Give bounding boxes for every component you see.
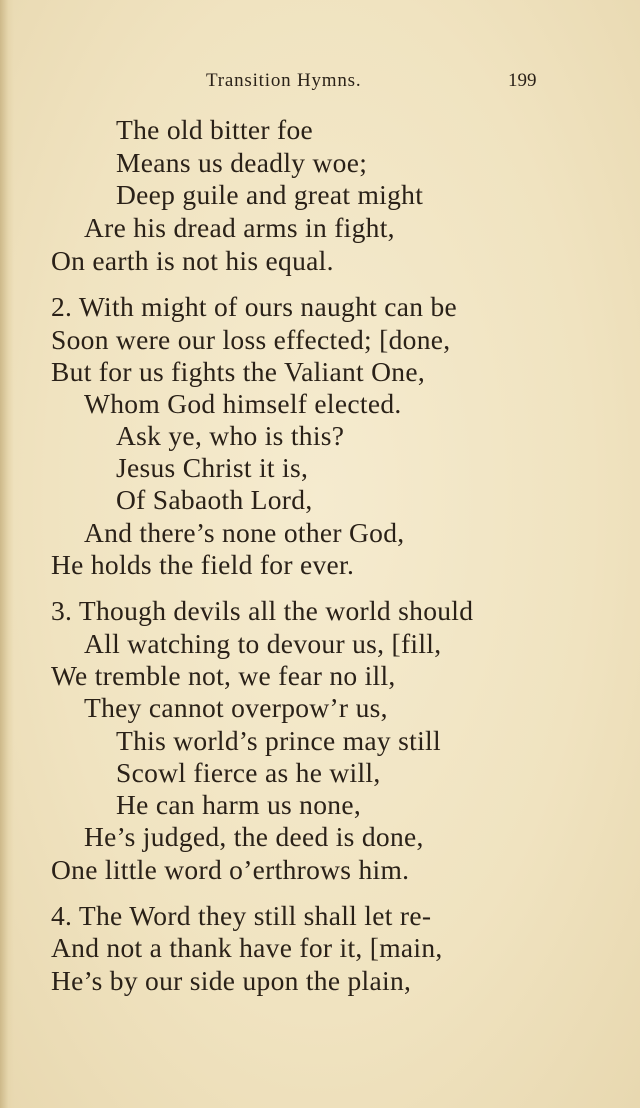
hymn-line: He’s judged, the deed is done,	[84, 821, 424, 852]
hymn-line: We tremble not, we fear no ill,	[51, 660, 396, 691]
hymn-line: And not a thank have for it, [main,	[51, 932, 443, 963]
hymn-line: One little word o’erthrows him.	[51, 854, 410, 885]
hymn-line: This world’s prince may still	[116, 725, 441, 756]
hymn-line: He can harm us none,	[116, 789, 362, 820]
page-header	[0, 70, 640, 94]
hymn-line: 3. Though devils all the world should	[51, 595, 474, 626]
hymn-line: The old bitter foe	[116, 114, 314, 145]
hymn-line: Means us deadly woe;	[116, 147, 368, 178]
hymn-line: Soon were our loss effected; [done,	[51, 324, 451, 355]
hymn-line: Scowl fierce as he will,	[116, 757, 381, 788]
hymn-line: All watching to devour us, [fill,	[84, 628, 442, 659]
hymn-line: On earth is not his equal.	[51, 245, 334, 276]
hymn-line: He’s by our side upon the plain,	[51, 965, 412, 996]
hymn-line: Jesus Christ it is,	[116, 452, 309, 483]
page-number: 199	[508, 70, 537, 91]
hymn-line: They cannot overpow’r us,	[84, 692, 388, 723]
running-title: Transition Hymns.	[206, 70, 362, 91]
hymn-line: 2. With might of ours naught can be	[51, 291, 458, 322]
hymn-line: Ask ye, who is this?	[116, 420, 345, 451]
hymn-line: 4. The Word they still shall let re-	[51, 900, 432, 931]
hymn-line: Of Sabaoth Lord,	[116, 484, 313, 515]
hymn-line: Deep guile and great might	[116, 179, 424, 210]
hymn-line: But for us fights the Valiant One,	[51, 356, 426, 387]
hymn-line: He holds the field for ever.	[51, 549, 355, 580]
hymn-line: And there’s none other God,	[84, 517, 405, 548]
hymn-line: Are his dread arms in fight,	[84, 212, 395, 243]
hymn-line: Whom God himself elected.	[84, 388, 402, 419]
page-edge	[0, 0, 14, 1108]
